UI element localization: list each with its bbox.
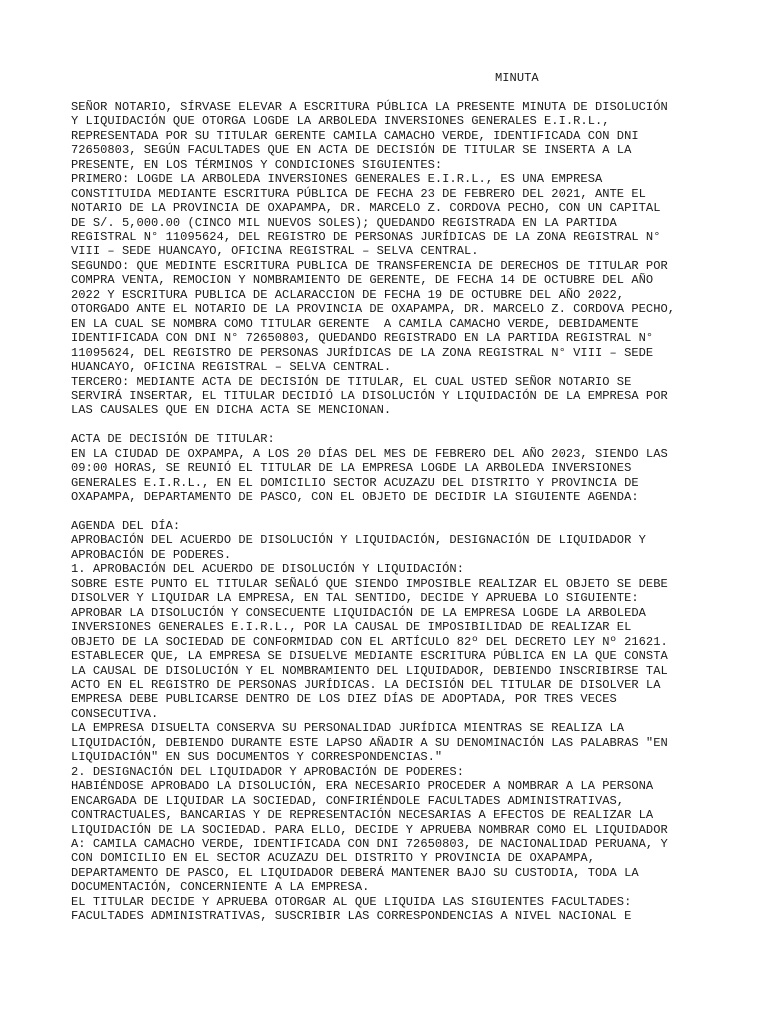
- text-line: DEPARTAMENTO DE PASCO, EL LIQUIDADOR DEBERÁ MANTENER BAJO SU CUSTODIA, TODA LA: [71, 865, 639, 880]
- text-line: 72650803, SEGÚN FACULTADES QUE EN ACTA DE DECISIÓN DE TITULAR SE INSERTA A LA: [71, 143, 632, 158]
- text-line: ACTO EN EL REGISTRO DE PERSONAS JURÍDICAS. LA DECISIÓN DEL TITULAR DE DISOLVER LA: [71, 677, 661, 692]
- text-line: CON DOMICILIO EN EL SECTOR ACUZAZU DEL DISTRITO Y PROVINCIA DE OXAPAMPA,: [71, 851, 595, 866]
- text-line: LIQUIDACIÓN" EN SUS DOCUMENTOS Y CORRESPONDENCIAS.": [71, 750, 443, 765]
- text-line: APROBACIÓN DE PODERES.: [71, 547, 232, 562]
- text-line: VIII – SEDE HUANCAYO, OFICINA REGISTRAL – SELVA CENTRAL.: [71, 244, 479, 259]
- text-line: ESTABLECER QUE, LA EMPRESA SE DISUELVE MEDIANTE ESCRITURA PÚBLICA EN LA QUE CONSTA: [71, 649, 668, 664]
- text-line: LA CAUSAL DE DISOLUCIÓN Y EL NOMBRAMIENTO DEL LIQUIDADOR, DEBIENDO INSCRIBIRSE TAL: [71, 663, 668, 678]
- text-line: APROBAR LA DISOLUCIÓN Y CONSECUENTE LIQUIDACIÓN DE LA EMPRESA LOGDE LA ARBOLEDA: [71, 605, 646, 620]
- blank-line: [71, 85, 701, 99]
- text-line: ACTA DE DECISIÓN DE TITULAR:: [71, 432, 275, 447]
- text-line: PRIMERO: LOGDE LA ARBOLEDA INVERSIONES GENERALES E.I.R.L., ES UNA EMPRESA: [71, 172, 603, 187]
- text-line: GENERALES E.I.R.L., EN EL DOMICILIO SECTOR ACUZAZU DEL DISTRITO Y PROVINCIA DE: [71, 475, 639, 490]
- text-line: SEÑOR NOTARIO, SÍRVASE ELEVAR A ESCRITURA PÚBLICA LA PRESENTE MINUTA DE DISOLUCIÓN: [71, 99, 668, 114]
- text-line: 2022 Y ESCRITURA PUBLICA DE ACLARACCION DE FECHA 19 DE OCTUBRE DEL AÑO 2022,: [71, 287, 625, 302]
- text-line: DISOLVER Y LIQUIDAR LA EMPRESA, EN TAL SENTIDO, DECIDE Y APRUEBA LO SIGUIENTE:: [71, 591, 639, 606]
- document-page: [71, 71, 701, 924]
- text-line: OTORGADO ANTE EL NOTARIO DE LA PROVINCIA DE OXAPAMPA, DR. MARCELO Z. CORDOVA PECHO,: [71, 302, 676, 317]
- text-line: NOTARIO DE LA PROVINCIA DE OXAPAMPA, DR. MARCELO Z. CORDOVA PECHO, CON UN CAPITAL: [71, 201, 661, 216]
- text-line: APROBACIÓN DEL ACUERDO DE DISOLUCIÓN Y LIQUIDACIÓN, DESIGNACIÓN DE LIQUIDADOR Y: [71, 533, 646, 548]
- text-line: COMPRA VENTA, REMOCION Y NOMBRAMIENTO DE GERENTE, DE FECHA 14 DE OCTUBRE DEL AÑO: [71, 273, 654, 288]
- text-line: HUANCAYO, OFICINA REGISTRAL – SELVA CENTRAL.: [71, 360, 392, 375]
- text-line: LAS CAUSALES QUE EN DICHA ACTA SE MENCIONAN.: [71, 403, 392, 418]
- text-line: TERCERO: MEDIANTE ACTA DE DECISIÓN DE TITULAR, EL CUAL USTED SEÑOR NOTARIO SE: [71, 374, 632, 389]
- text-line: 1. APROBACIÓN DEL ACUERDO DE DISOLUCIÓN Y LIQUIDACIÓN:: [71, 562, 464, 577]
- text-line: LA EMPRESA DISUELTA CONSERVA SU PERSONALIDAD JURÍDICA MIENTRAS SE REALIZA LA: [71, 721, 625, 736]
- text-line: HABIÉNDOSE APROBADO LA DISOLUCIÓN, ERA NECESARIO PROCEDER A NOMBRAR A LA PERSONA: [71, 779, 654, 794]
- text-line: IDENTIFICADA CON DNI N° 72650803, QUEDANDO REGISTRADO EN LA PARTIDA REGISTRAL N°: [71, 331, 654, 346]
- text-line: AGENDA DEL DÍA:: [71, 519, 181, 533]
- text-line: 11095624, DEL REGISTRO DE PERSONAS JURÍDICAS DE LA ZONA REGISTRAL N° VIII – SEDE: [71, 345, 654, 360]
- text-line: SEGUNDO: QUE MEDINTE ESCRITURA PUBLICA DE TRANSFERENCIA DE DERECHOS DE TITULAR POR: [71, 258, 668, 273]
- text-line: DE S/. 5,000.00 (CINCO MIL NUEVOS SOLES); QUEDANDO REGISTRADA EN LA PARTIDA: [71, 215, 617, 230]
- text-line: 2. DESIGNACIÓN DEL LIQUIDADOR Y APROBACIÓN DE PODERES:: [71, 764, 464, 779]
- text-line: REGISTRAL N° 11095624, DEL REGISTRO DE PERSONAS JURÍDICAS DE LA ZONA REGISTRAL N°: [71, 229, 661, 244]
- text-line: EN LA CIUDAD DE OXPAMPA, A LOS 20 DÍAS DEL MES DE FEBRERO DEL AÑO 2023, SIENDO LAS: [71, 446, 668, 461]
- text-line: LIQUIDACIÓN, DEBIENDO DURANTE ESTE LAPSO AÑADIR A SU DENOMINACIÓN LAS PALABRAS "EN: [71, 735, 668, 750]
- text-line: DOCUMENTACIÓN, CONCERNIENTE A LA EMPRESA.: [71, 880, 370, 895]
- blank-line: [71, 418, 701, 432]
- text-line: CONSTITUIDA MEDIANTE ESCRITURA PÚBLICA DE FECHA 23 DE FEBRERO DEL 2021, ANTE EL: [71, 186, 646, 201]
- text-line: EN LA CUAL SE NOMBRA COMO TITULAR GERENTE A CAMILA CAMACHO VERDE, DEBIDAMENTE: [71, 316, 639, 331]
- text-line: EL TITULAR DECIDE Y APRUEBA OTORGAR AL QUE LIQUIDA LAS SIGUIENTES FACULTADES:: [71, 894, 632, 909]
- document-title: MINUTA: [495, 71, 539, 85]
- text-line: CONTRACTUALES, BANCARIAS Y DE REPRESENTACIÓN NECESARIAS A EFECTOS DE REALIZAR LA: [71, 808, 654, 823]
- text-line: A: CAMILA CAMACHO VERDE, IDENTIFICADA CON DNI 72650803, DE NACIONALIDAD PERUANA, Y: [71, 836, 668, 851]
- text-line: Y LIQUIDACIÓN QUE OTORGA LOGDE LA ARBOLEDA INVERSIONES GENERALES E.I.R.L.,: [71, 114, 610, 129]
- text-line: OBJETO DE LA SOCIEDAD DE CONFORMIDAD CON EL ARTÍCULO 82º DEL DECRETO LEY Nº 21621.: [71, 634, 668, 649]
- text-line: ENCARGADA DE LIQUIDAR LA SOCIEDAD, CONFIRIÉNDOLE FACULTADES ADMINISTRATIVAS,: [71, 793, 625, 808]
- text-line: REPRESENTADA POR SU TITULAR GERENTE CAMILA CAMACHO VERDE, IDENTIFICADA CON DNI: [71, 128, 639, 143]
- text-line: EMPRESA DEBE PUBLICARSE DENTRO DE LOS DIEZ DÍAS DE ADOPTADA, POR TRES VECES: [71, 692, 617, 707]
- text-line: PRESENTE, EN LOS TÉRMINOS Y CONDICIONES SIGUIENTES:: [71, 157, 443, 172]
- text-line: INVERSIONES GENERALES E.I.R.L., POR LA CAUSAL DE IMPOSIBILIDAD DE REALIZAR EL: [71, 620, 632, 635]
- text-line: SOBRE ESTE PUNTO EL TITULAR SEÑALÓ QUE SIENDO IMPOSIBLE REALIZAR EL OBJETO SE DEBE: [71, 576, 668, 591]
- text-line: SERVIRÁ INSERTAR, EL TITULAR DECIDIÓ LA DISOLUCIÓN Y LIQUIDACIÓN DE LA EMPRESA POR: [71, 388, 668, 403]
- document-body: [71, 85, 701, 923]
- text-line: CONSECUTIVA.: [71, 706, 159, 721]
- blank-line: [71, 505, 701, 519]
- text-line: 09:00 HORAS, SE REUNIÓ EL TITULAR DE LA EMPRESA LOGDE LA ARBOLEDA INVERSIONES: [71, 461, 632, 476]
- text-line: OXAPAMPA, DEPARTAMENTO DE PASCO, CON EL OBJETO DE DECIDIR LA SIGUIENTE AGENDA:: [71, 490, 639, 505]
- text-line: LIQUIDACIÓN DE LA SOCIEDAD. PARA ELLO, DECIDE Y APRUEBA NOMBRAR COMO EL LIQUIDADOR: [71, 822, 668, 837]
- text-line: FACULTADES ADMINISTRATIVAS, SUSCRIBIR LAS CORRESPONDENCIAS A NIVEL NACIONAL E: [71, 909, 632, 924]
